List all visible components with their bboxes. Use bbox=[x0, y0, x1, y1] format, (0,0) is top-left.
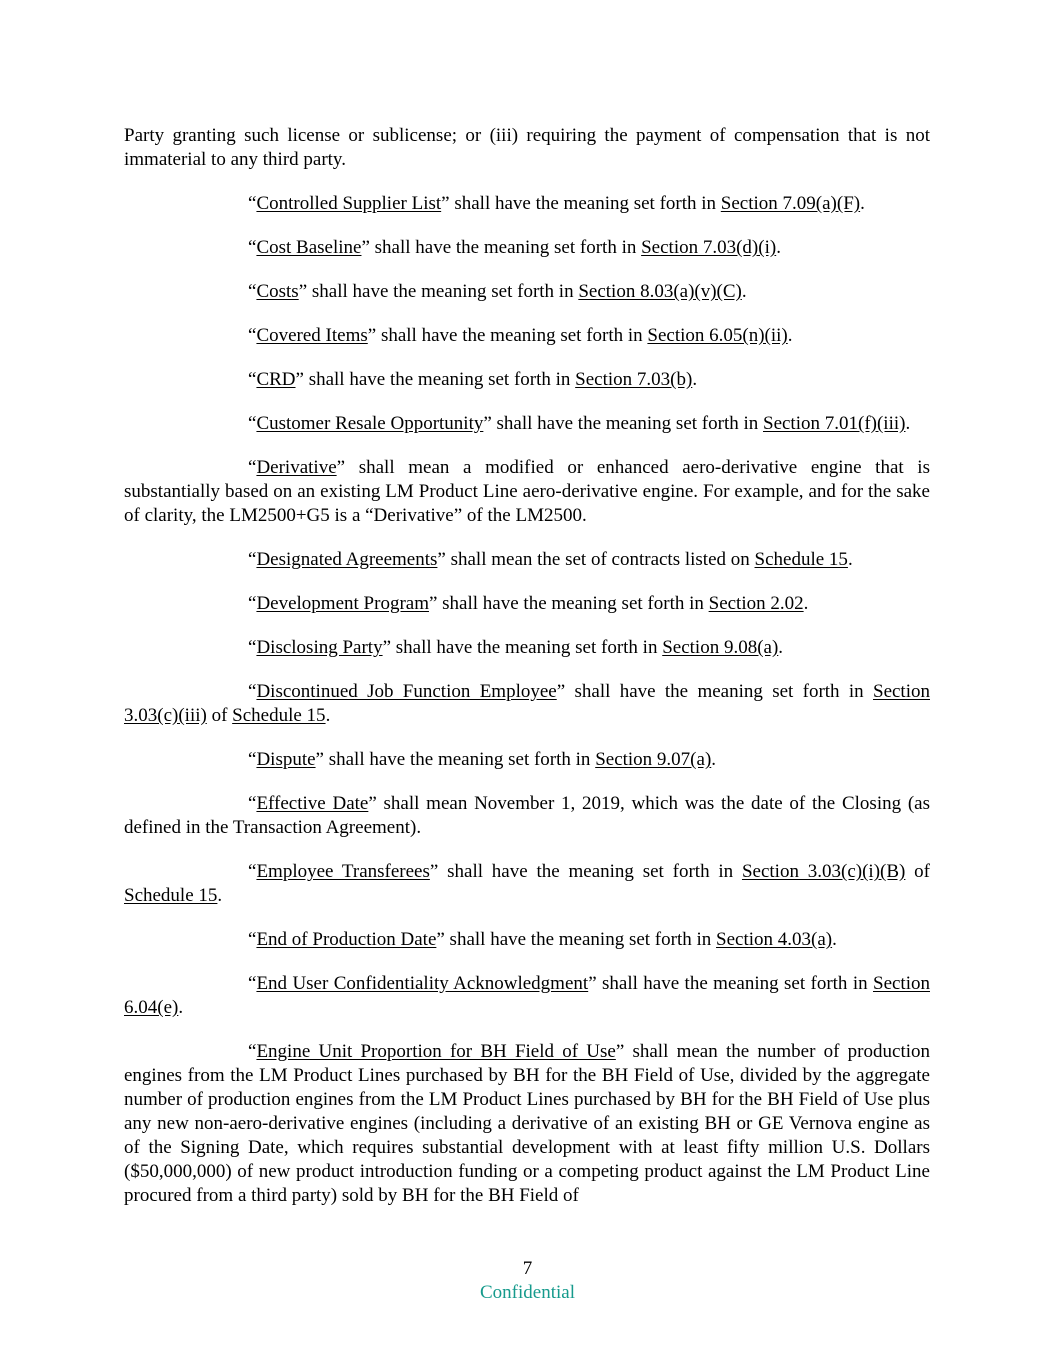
definition-text: . bbox=[692, 369, 698, 390]
definition-text: of bbox=[206, 705, 233, 726]
defined-term: Effective Date bbox=[256, 793, 369, 814]
definition-paragraph: “Discontinued Job Function Employee” shall have the meaning set forth in Section 3.03(c)(iii) of Schedule 15. bbox=[124, 681, 930, 726]
definition-text: . bbox=[803, 593, 809, 614]
definition-text: ” shall have the meaning set forth in bbox=[428, 593, 709, 614]
definition-paragraph: “Controlled Supplier List” shall have the meaning set forth in Section 7.09(a)(F). bbox=[248, 193, 865, 214]
intro-paragraph: Party granting such license or sublicense; or (iii) requiring the payment of compensation that is not immaterial to any third party. bbox=[124, 125, 930, 170]
definition-paragraph: “Cost Baseline” shall have the meaning set forth in Section 7.03(d)(i). bbox=[248, 237, 781, 258]
definition-text: . bbox=[860, 193, 865, 214]
definition-text: . bbox=[178, 997, 184, 1018]
section-reference: Section 6.04(e) bbox=[124, 973, 930, 1018]
defined-term: Derivative bbox=[256, 457, 337, 478]
definition-paragraph: “Designated Agreements” shall mean the set of contracts listed on Schedule 15. bbox=[248, 549, 853, 570]
section-reference: Section 6.05(n)(ii) bbox=[647, 325, 788, 346]
definition-text: ” shall have the meaning set forth in bbox=[361, 237, 642, 258]
definition-text: . bbox=[832, 929, 837, 950]
definition-text: . bbox=[776, 237, 781, 258]
defined-term: Development Program bbox=[256, 593, 429, 614]
section-reference: Section 3.03(c)(iii) bbox=[124, 681, 930, 726]
section-reference: Section 7.01(f)(iii) bbox=[763, 413, 906, 434]
definition-paragraph: “End User Confidentiality Acknowledgment” shall have the meaning set forth in Section 6.04(e). bbox=[124, 973, 930, 1018]
definition-paragraph: “Development Program” shall have the meaning set forth in Section 2.02. bbox=[248, 593, 809, 614]
defined-term: Disclosing Party bbox=[256, 637, 383, 658]
definition-text: ” shall have the meaning set forth in bbox=[298, 281, 579, 302]
defined-term: Customer Resale Opportunity bbox=[256, 413, 484, 434]
definition-paragraph: “Disclosing Party” shall have the meaning set forth in Section 9.08(a). bbox=[248, 637, 784, 658]
definition-paragraph: “Costs” shall have the meaning set forth in Section 8.03(a)(v)(C). bbox=[248, 281, 747, 302]
definition-text: ” shall have the meaning set forth in bbox=[382, 637, 663, 658]
definition-text: ” shall mean a modified or enhanced aero-derivative engine that is substantially based on an existing LM Product Line aero-derivative engine. For example, and for the sake of clarity, the LM2500+G5 is a “Derivative” of the LM2500. bbox=[124, 457, 930, 526]
definitions-list bbox=[124, 192, 930, 1208]
definition-text: ” shall have the meaning set forth in bbox=[556, 681, 873, 702]
section-reference: Section 9.07(a) bbox=[595, 749, 712, 770]
section-reference: Section 8.03(a)(v)(C) bbox=[578, 281, 742, 302]
defined-term: Costs bbox=[256, 281, 299, 302]
definition-text: ” shall have the meaning set forth in bbox=[367, 325, 648, 346]
section-reference: Section 7.03(b) bbox=[575, 369, 693, 390]
definition-text: ” shall have the meaning set forth in bbox=[315, 749, 596, 770]
defined-term: End User Confidentiality Acknowledgment bbox=[256, 973, 589, 994]
schedule-reference: Schedule 15 bbox=[124, 885, 218, 906]
definition-paragraph: “Covered Items” shall have the meaning set forth in Section 6.05(n)(ii). bbox=[248, 325, 793, 346]
schedule-reference: Schedule 15 bbox=[232, 705, 326, 726]
defined-term: Dispute bbox=[256, 749, 316, 770]
confidential-label: Confidential bbox=[480, 1282, 575, 1303]
definition-paragraph: “Engine Unit Proportion for BH Field of Use” shall mean the number of production engines from the LM Product Lines purchased by BH for the BH Field of Use, divided by the aggregate number of production engines from the LM Product Lines purchased by BH for the BH Field of Use plus any new non-aero-derivative engines (including a derivative of an existing BH or GE Vernova engine as of the Signing Date, which requires substantial development with at least fifty million U.S. Dollars ($50,000,000) of new product introduction funding or a competing product against the LM Product Line procured from a third party) sold by BH for the BH Field of bbox=[124, 1041, 930, 1206]
defined-term: Discontinued Job Function Employee bbox=[256, 681, 557, 702]
definition-paragraph: “Dispute” shall have the meaning set forth in Section 9.07(a). bbox=[248, 749, 717, 770]
definition-text: . bbox=[905, 413, 911, 434]
definition-text: ” shall mean the set of contracts listed on bbox=[437, 549, 755, 570]
definition-text: of bbox=[905, 861, 931, 882]
definition-text: . bbox=[847, 549, 853, 570]
document-body bbox=[124, 124, 930, 1228]
defined-term: Engine Unit Proportion for BH Field of Use bbox=[256, 1041, 616, 1062]
definition-text: ” shall have the meaning set forth in bbox=[483, 413, 763, 434]
definition-text: . bbox=[325, 705, 331, 726]
definition-text: . bbox=[741, 281, 747, 302]
section-reference: Section 7.03(d)(i) bbox=[641, 237, 777, 258]
defined-term: End of Production Date bbox=[256, 929, 437, 950]
definition-text: ” shall have the meaning set forth in bbox=[441, 193, 721, 214]
section-reference: Schedule 15 bbox=[754, 549, 848, 570]
section-reference: Section 4.03(a) bbox=[716, 929, 833, 950]
page-number: 7 bbox=[522, 1258, 533, 1279]
definition-text: ” shall have the meaning set forth in bbox=[429, 861, 742, 882]
section-reference: Section 2.02 bbox=[708, 593, 804, 614]
defined-term: Cost Baseline bbox=[256, 237, 362, 258]
definition-paragraph: “CRD” shall have the meaning set forth in Section 7.03(b). bbox=[248, 369, 698, 390]
definition-text: . bbox=[778, 637, 784, 658]
defined-term: Covered Items bbox=[256, 325, 368, 346]
definition-text: . bbox=[787, 325, 793, 346]
defined-term: Employee Transferees bbox=[256, 861, 430, 882]
defined-term: Controlled Supplier List bbox=[256, 193, 442, 214]
definition-text: . bbox=[217, 885, 223, 906]
definition-paragraph: “Employee Transferees” shall have the meaning set forth in Section 3.03(c)(i)(B) of Schedule 15. bbox=[124, 861, 931, 906]
definition-text: ” shall have the meaning set forth in bbox=[436, 929, 717, 950]
definition-text: ” shall mean the number of production engines from the LM Product Lines purchased by BH for the BH Field of Use, divided by the aggregate number of production engines from the LM Product Lines purchased by BH for the BH Field of Use plus any new non-aero-derivative engines (including a derivative of an existing BH or GE Vernova engine as of the Signing Date, which requires substantial development with at least fifty million U.S. Dollars ($50,000,000) of new product introduction funding or a competing product against the LM Product Line procured from a third party) sold by BH for the BH Field of bbox=[124, 1041, 930, 1206]
definition-paragraph: “End of Production Date” shall have the meaning set forth in Section 4.03(a). bbox=[248, 929, 837, 950]
section-reference: Section 9.08(a) bbox=[662, 637, 779, 658]
definition-paragraph: “Derivative” shall mean a modified or enhanced aero-derivative engine that is substantially based on an existing LM Product Line aero-derivative engine. For example, and for the sake of clarity, the LM2500+G5 is a “Derivative” of the LM2500. bbox=[124, 457, 930, 526]
defined-term: Designated Agreements bbox=[256, 549, 438, 570]
definition-paragraph: “Effective Date” shall mean November 1, 2019, which was the date of the Closing (as defined in the Transaction Agreement). bbox=[124, 793, 931, 838]
definition-text: ” shall mean November 1, 2019, which was the date of the Closing (as defined in the Transaction Agreement). bbox=[124, 793, 931, 838]
defined-term: CRD bbox=[256, 369, 296, 390]
definition-paragraph: “Customer Resale Opportunity” shall have the meaning set forth in Section 7.01(f)(iii). bbox=[248, 413, 911, 434]
definition-text: ” shall have the meaning set forth in bbox=[588, 973, 873, 994]
definition-text: . bbox=[711, 749, 717, 770]
section-reference: Section 3.03(c)(i)(B) bbox=[741, 861, 906, 882]
section-reference: Section 7.09(a)(F) bbox=[720, 193, 861, 214]
definition-text: ” shall have the meaning set forth in bbox=[295, 369, 576, 390]
